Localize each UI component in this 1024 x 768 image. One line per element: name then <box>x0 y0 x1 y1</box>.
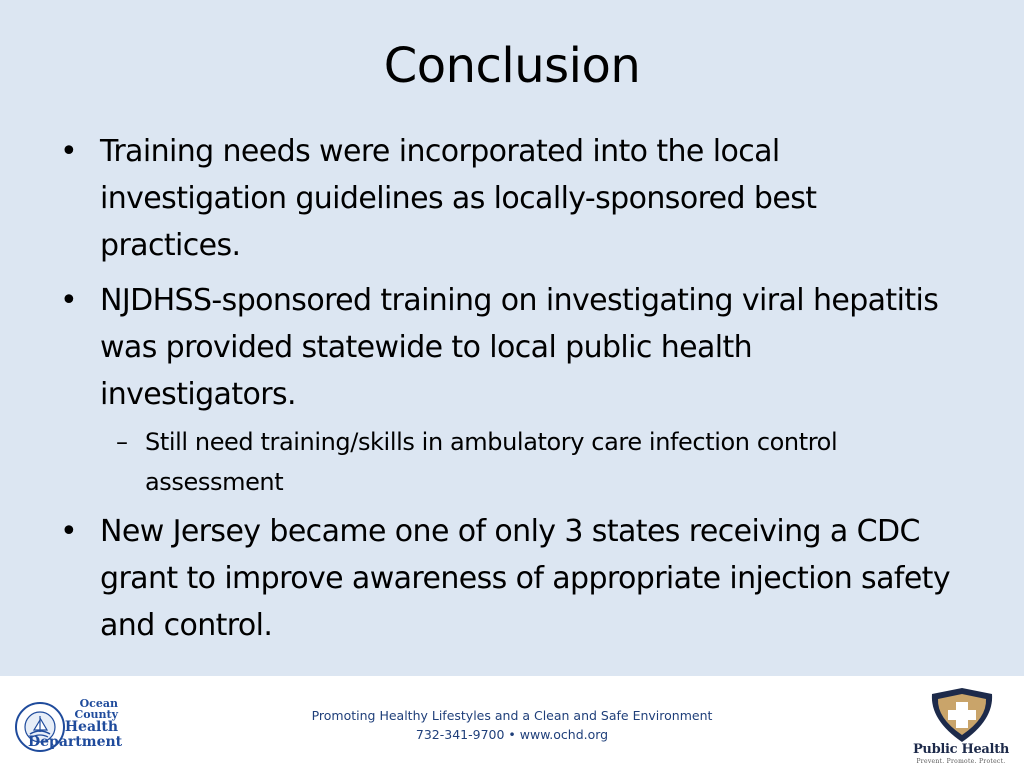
sub-bullet-mark: – <box>116 428 128 456</box>
ochd-name-line: County <box>74 708 118 721</box>
bullet-mark: • <box>60 134 78 169</box>
bullet-item <box>52 508 952 649</box>
bullet-item <box>52 128 952 269</box>
footer-tagline <box>262 706 762 744</box>
bullet-list <box>52 128 952 657</box>
bullet-text: Training needs were incorporated into the local investigation guidelines as locally-sponsored best practices. <box>100 134 817 263</box>
bullet-mark: • <box>60 514 78 549</box>
sub-bullet-text: Still need training/skills in ambulatory care infection control assessment <box>145 428 838 496</box>
ochd-logo-wordmark <box>28 697 123 750</box>
ochd-name-line: Health <box>64 719 118 735</box>
bullet-text: NJDHSS-sponsored training on investigating viral hepatitis was provided statewide to local public health investigators. <box>100 283 939 412</box>
public-health-tagline: Prevent. Promote. Protect. <box>916 758 1006 765</box>
sub-bullet-item <box>52 422 952 502</box>
footer <box>0 676 1024 768</box>
bullet-item <box>52 277 952 418</box>
footer-line-1: Promoting Healthy Lifestyles and a Clean and Safe Environment <box>311 708 713 723</box>
ochd-name-line: Department <box>28 734 123 750</box>
footer-line-2: 732-341-9700 • www.ochd.org <box>415 727 609 742</box>
public-health-wordmark: Public Health <box>912 742 1010 757</box>
bullet-text: New Jersey became one of only 3 states receiving a CDC grant to improve awareness of appropriate injection safety and control. <box>100 514 950 643</box>
ochd-name-line: Ocean <box>79 697 118 710</box>
bullet-mark: • <box>60 283 78 318</box>
slide-title: Conclusion <box>383 38 641 94</box>
